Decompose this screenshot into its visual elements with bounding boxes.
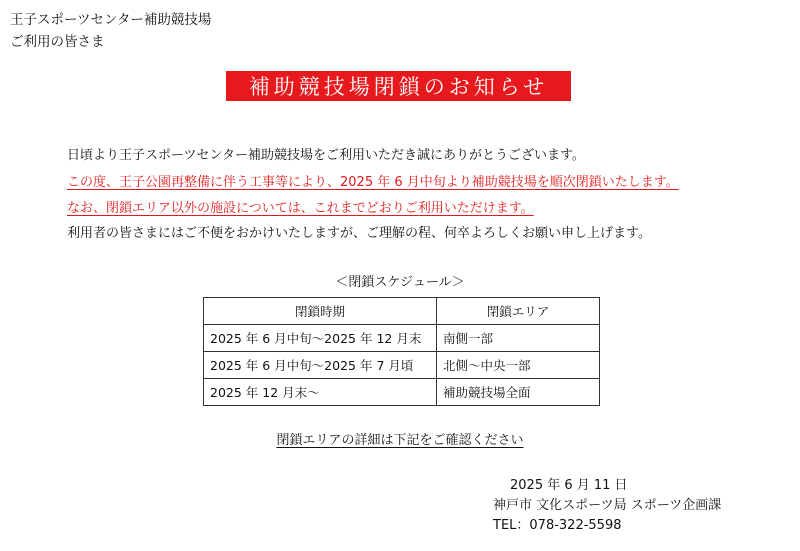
- table-row: [204, 379, 600, 406]
- closure-area-cell: 南側一部: [437, 325, 600, 352]
- closure-period-cell: 2025 年 6 月中旬～2025 年 12 月末: [204, 325, 437, 352]
- table-header-row: [204, 298, 600, 325]
- table-row: [204, 325, 600, 352]
- closure-period-cell: 2025 年 6 月中旬～2025 年 7 月頃: [204, 352, 437, 379]
- column-header-area: 閉鎖エリア: [437, 298, 600, 325]
- contact-phone: TEL：078-322-5598: [493, 518, 622, 533]
- closure-period-cell: 2025 年 12 月末～: [204, 379, 437, 406]
- availability-paragraph: なお、閉鎖エリア以外の施設については、これまでどおりご利用いただけます。: [67, 201, 534, 216]
- issue-date: 2025 年 6 月 11 日: [510, 478, 628, 493]
- issuing-department: 神戸市 文化スポーツ局 スポーツ企画課: [493, 498, 722, 513]
- addressee-users: ご利用の皆さま: [10, 34, 105, 50]
- addressee-facility: 王子スポーツセンター補助競技場: [10, 12, 212, 28]
- closure-area-cell: 北側～中央一部: [437, 352, 600, 379]
- greeting-paragraph: 日頃より王子スポーツセンター補助競技場をご利用いただき誠にありがとうございます。: [67, 148, 585, 163]
- schedule-heading: ＜閉鎖スケジュール＞: [335, 275, 465, 290]
- closure-notice-paragraph: この度、王子公園再整備に伴う工事等により、2025 年 6 月中旬より補助競技場を順次閉鎖いたします。: [67, 175, 679, 190]
- closure-area-cell: 補助競技場全面: [437, 379, 600, 406]
- closure-schedule-table: [203, 297, 600, 406]
- apology-paragraph: 利用者の皆さまにはご不便をおかけいたしますが、ご理解の程、何卒よろしくお願い申し上げます。: [67, 226, 651, 241]
- table-row: [204, 352, 600, 379]
- closure-details-link[interactable]: 閉鎖エリアの詳細は下記をご確認ください: [276, 433, 524, 448]
- notice-title: 補助競技場閉鎖のお知らせ: [226, 71, 571, 101]
- column-header-period: 閉鎖時期: [204, 298, 437, 325]
